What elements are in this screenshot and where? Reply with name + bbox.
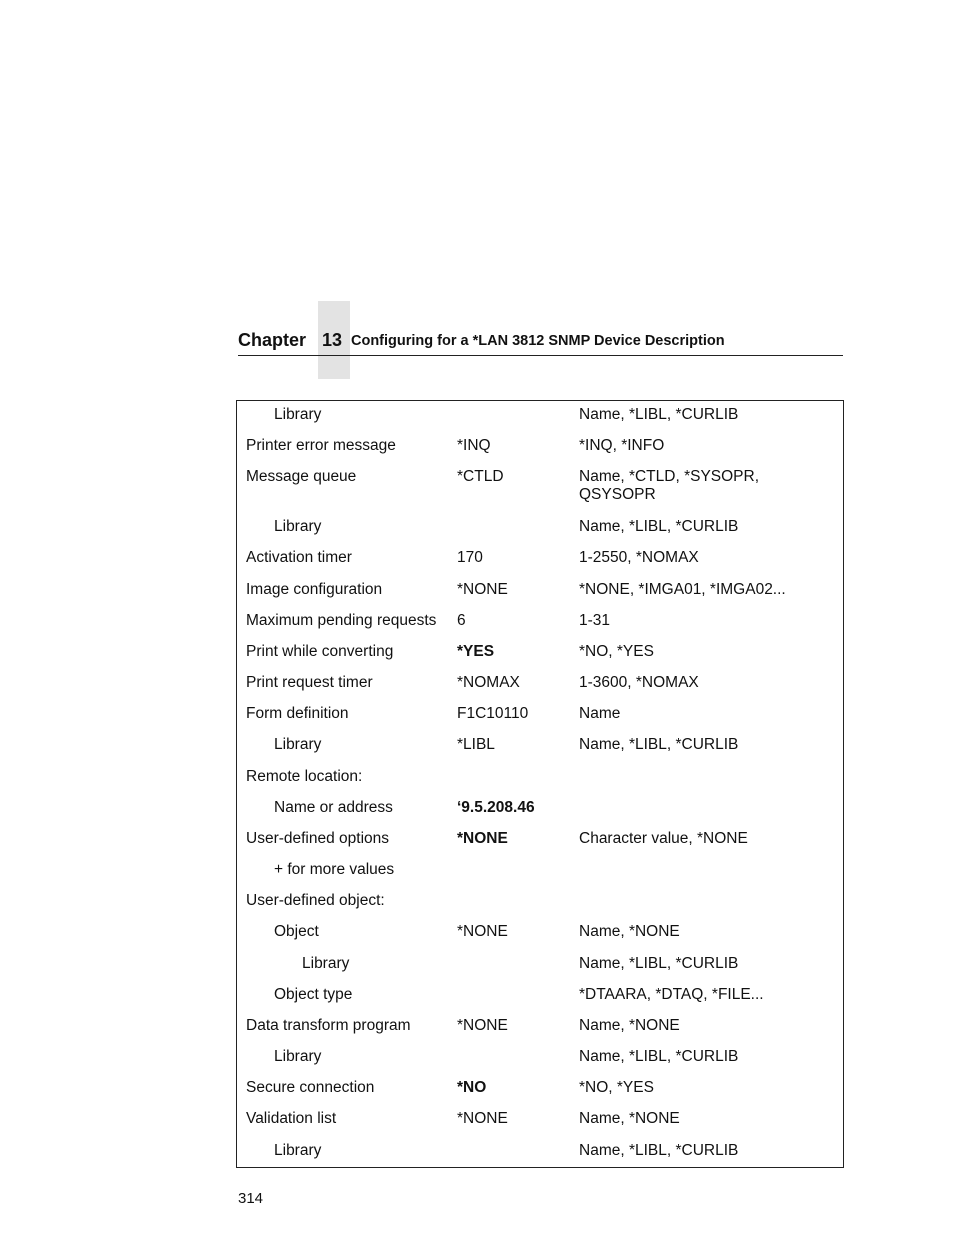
parameter-name: Library: [274, 1142, 322, 1159]
parameter-name: Secure connection: [246, 1079, 375, 1096]
parameter-name: Name or address: [274, 799, 393, 816]
parameter-choices: Name, *NONE: [579, 923, 680, 940]
parameter-choices: 1-31: [579, 612, 611, 629]
parameter-name: Printer error message: [246, 437, 396, 454]
parameter-name: Maximum pending requests: [246, 612, 437, 629]
parameter-name: User-defined options: [246, 830, 390, 847]
parameter-value: *NONE: [457, 830, 508, 847]
page-header: [238, 328, 843, 356]
parameter-value: *NONE: [457, 1017, 508, 1034]
parameter-choices: *INQ, *INFO: [579, 437, 665, 454]
chapter-title: Configuring for a *LAN 3812 SNMP Device Description: [351, 333, 725, 349]
chapter-label: Chapter: [238, 330, 307, 350]
parameter-value: *NONE: [457, 923, 508, 940]
parameter-value: *INQ: [457, 437, 491, 454]
parameter-name: Library: [274, 1048, 322, 1065]
parameter-choices: Name, *LIBL, *CURLIB: [579, 1048, 739, 1065]
parameter-choices: Name, *LIBL, *CURLIB: [579, 1142, 739, 1159]
parameter-choices: Name, *NONE: [579, 1017, 680, 1034]
parameter-choices: Character value, *NONE: [579, 830, 748, 847]
parameter-value: *NOMAX: [457, 674, 520, 691]
parameter-name: Object type: [274, 986, 353, 1003]
parameter-choices: *NONE, *IMGA01, *IMGA02...: [579, 581, 786, 598]
parameter-value: *NONE: [457, 1110, 508, 1127]
parameter-choices: 1-2550, *NOMAX: [579, 549, 699, 566]
parameter-table: [236, 400, 844, 1168]
parameter-name: Print while converting: [246, 643, 394, 660]
parameter-choices: Name, *LIBL, *CURLIB: [579, 736, 739, 753]
parameter-choices: Name, *LIBL, *CURLIB: [579, 518, 739, 535]
parameter-name: User-defined object:: [246, 892, 385, 909]
parameter-name: Form definition: [246, 705, 349, 722]
parameter-name: Message queue: [246, 468, 357, 485]
parameter-name: Print request timer: [246, 674, 373, 691]
parameter-value: 6: [457, 612, 466, 629]
parameter-name: Library: [274, 736, 322, 753]
parameter-choices: *DTAARA, *DTAQ, *FILE...: [579, 986, 764, 1003]
parameter-value: *CTLD: [457, 468, 504, 485]
parameter-choices: Name, *LIBL, *CURLIB: [579, 406, 739, 423]
parameter-choices: Name, *NONE: [579, 1110, 680, 1127]
parameter-choices: Name, *LIBL, *CURLIB: [579, 955, 739, 972]
parameter-value: 170: [457, 549, 483, 566]
parameter-value: *YES: [457, 643, 495, 660]
parameter-choices: 1-3600, *NOMAX: [579, 674, 699, 691]
parameter-name: Remote location:: [246, 768, 363, 785]
parameter-value: *NO: [457, 1079, 487, 1096]
parameter-value: ‘9.5.208.46: [457, 799, 535, 816]
parameter-name: Library: [274, 518, 322, 535]
parameter-choices: Name, *CTLD, *SYSOPR, QSYSOPR: [579, 468, 760, 503]
parameter-name: Data transform program: [246, 1017, 411, 1034]
parameter-choices: Name: [579, 705, 621, 722]
page-number: 314: [238, 1190, 264, 1207]
parameter-name: Activation timer: [246, 549, 352, 566]
parameter-name: Validation list: [246, 1110, 337, 1127]
parameter-value: F1C10110: [457, 705, 529, 722]
parameter-name: Image configuration: [246, 581, 383, 598]
parameter-name: Library: [302, 955, 350, 972]
parameter-value: *NONE: [457, 581, 508, 598]
parameter-name: Library: [274, 406, 322, 423]
parameter-value: *LIBL: [457, 736, 495, 753]
parameter-choices: *NO, *YES: [579, 1079, 654, 1096]
parameter-name: Object: [274, 923, 319, 940]
parameter-choices: *NO, *YES: [579, 643, 654, 660]
parameter-name: + for more values: [274, 861, 395, 878]
chapter-number: 13: [322, 330, 343, 350]
